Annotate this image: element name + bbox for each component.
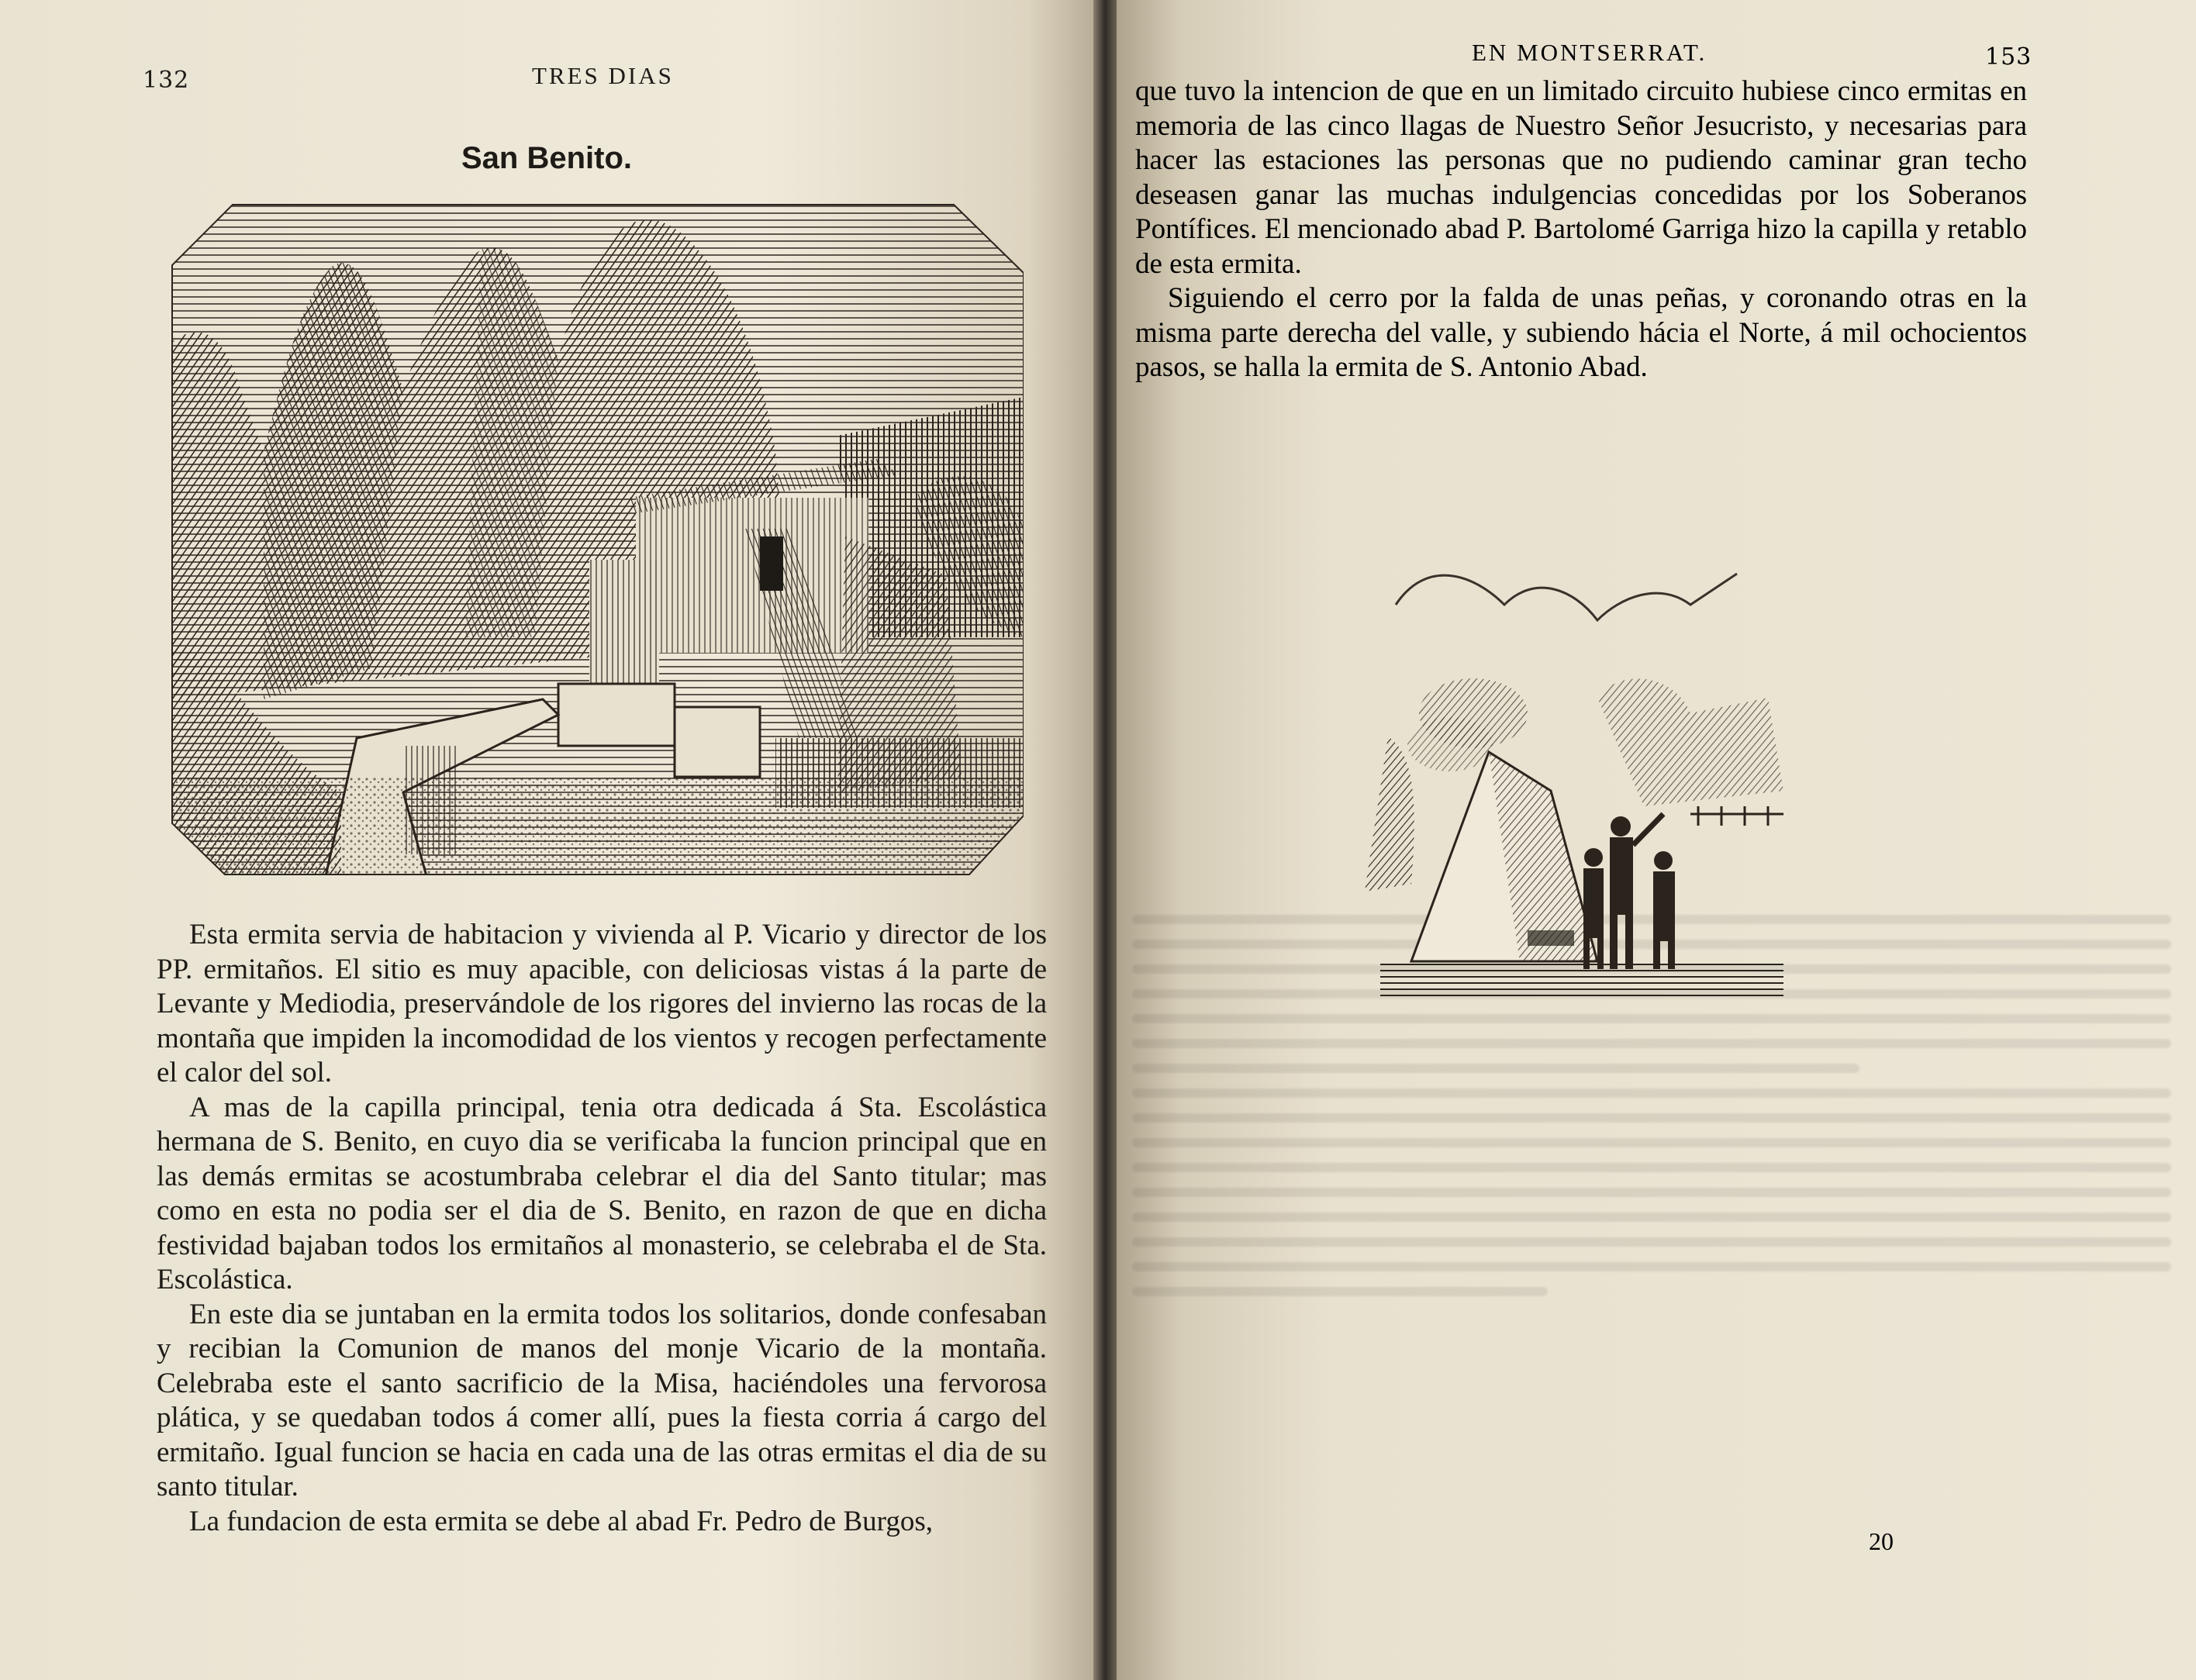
paragraph: Siguiendo el cerro por la falda de unas peñas, y coronando otras en la misma parte derecha del valle, y subiendo hácia el Norte, á mil ochocientos pasos, se halla la ermita de S. Antonio Abad. [1135,282,2027,383]
engraving-hermitage-san-benito [171,203,1024,876]
paragraph: En este dia se juntaban en la ermita todos los solitarios, donde confesaban y recibian la Comunion de manos del monje Vicario de la montaña. Celebraba este el santo sacrificio de la Misa, haciéndoles una fervorosa plática, y se quedaban todos á comer allí, pues la fiesta corria á cargo del ermitaño. Igual funcion se hacia en cada una de las otras ermitas el dia de su santo titular. [157,1298,1047,1502]
paragraph: A mas de la capilla principal, tenia otra dedicada á Sta. Escolástica hermana de S. Benito, en cuyo dia se verificaba la funcion principal que en las demás ermitas se acostumbraba celebrar el dia del Santo titular; mas como en esta no podia ser el dia de S. Benito, en razon de que en dicha festividad bajaban todos los ermitaños al monasterio, se celebraba el de Sta. Escolástica. [157,1091,1047,1295]
engraving-travellers-tent [1365,558,1799,1008]
right-body-text [1135,74,2027,385]
section-title: San Benito. [461,141,633,175]
left-body-text [157,918,1047,1539]
book-gutter [1093,0,1117,1680]
page-number-right: 153 [1985,43,2032,71]
signature-mark: 20 [1869,1527,1894,1555]
paragraph: que tuvo la intencion de que en un limitado circuito hubiese cinco ermitas en memoria de las cinco llagas de Nuestro Señor Jesucristo, y necesarias para hacer las estaciones las personas que no pudiendo caminar gran techo deseasen ganar las muchas indulgencias concedidas por los Soberanos Pontífices. El mencionado abad P. Bartolomé Garriga hizo la capilla y retablo de esta ermita. [1135,75,2027,280]
left-page [0,0,1093,1680]
paragraph: La fundacion de esta ermita se debe al abad Fr. Pedro de Burgos, [189,1505,933,1537]
page-number-left: 132 [143,67,190,94]
running-head-right: EN MONTSERRAT. [1472,39,1707,66]
paragraph: Esta ermita servia de habitacion y vivienda al P. Vicario y director de los PP. ermitaños. El sitio es muy apacible, con deliciosas vistas á la parte de Levante y Mediodia, preservándole de los rigores del invierno las rocas de la montaña que impiden la incomodidad de los vientos y recogen perfectamente el calor del sol. [157,919,1047,1088]
running-head-left: TRES DIAS [532,62,674,89]
